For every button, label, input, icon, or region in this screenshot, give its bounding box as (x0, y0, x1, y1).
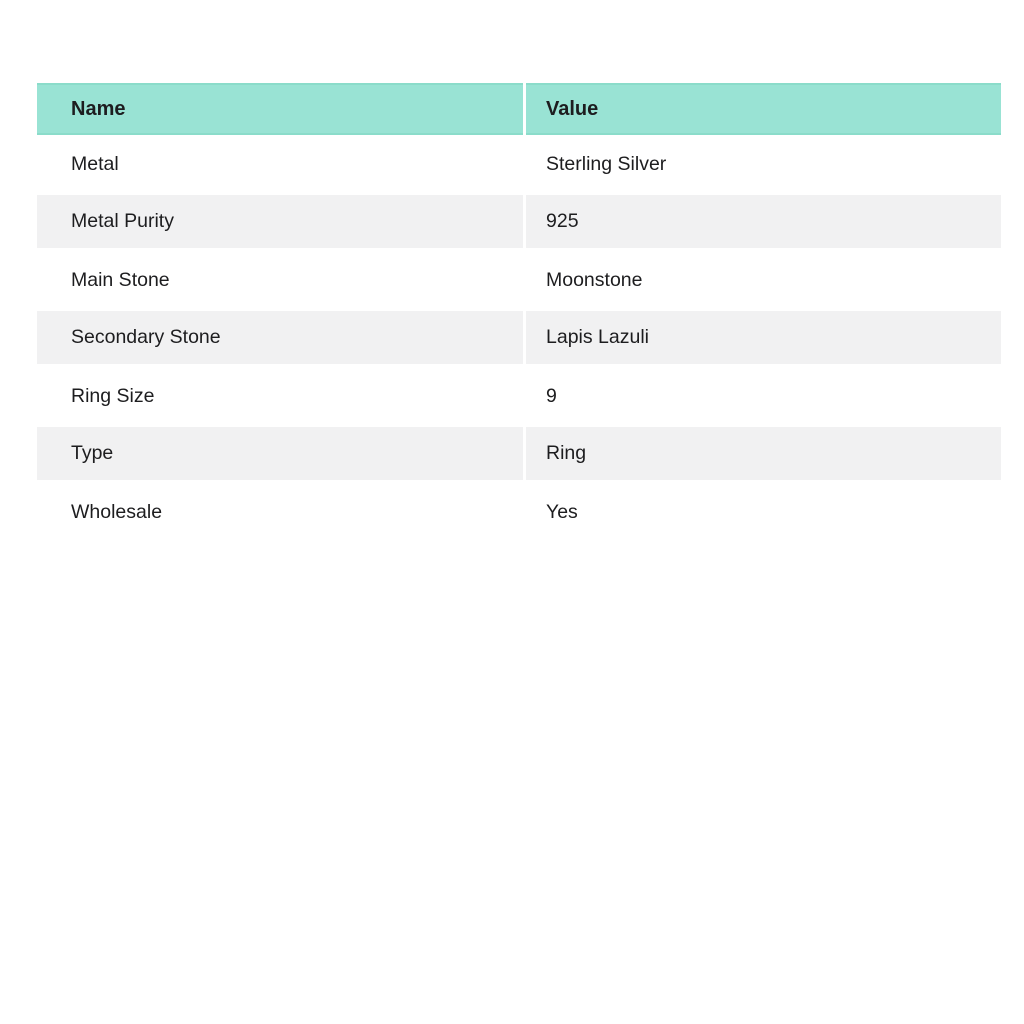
column-header-name: Name (37, 83, 523, 135)
table-header-row (37, 83, 1001, 135)
attribute-value: 9 (526, 367, 1001, 425)
attribute-name: Main Stone (37, 251, 523, 309)
attribute-name: Metal (37, 135, 523, 193)
table-row (37, 251, 1001, 309)
attribute-value: Yes (526, 483, 1001, 541)
table-row (37, 367, 1001, 425)
attribute-value: Moonstone (526, 251, 1001, 309)
attribute-value: Sterling Silver (526, 135, 1001, 193)
column-header-value: Value (526, 83, 1001, 135)
table-row (37, 309, 1001, 367)
attribute-name: Wholesale (37, 483, 523, 541)
attribute-name: Secondary Stone (37, 309, 523, 367)
product-attributes-table (37, 83, 1001, 541)
attribute-name: Type (37, 425, 523, 483)
attribute-value: Ring (526, 425, 1001, 483)
table-row (37, 483, 1001, 541)
table-row (37, 193, 1001, 251)
attribute-name: Ring Size (37, 367, 523, 425)
attribute-value: Lapis Lazuli (526, 309, 1001, 367)
table-row (37, 425, 1001, 483)
attribute-value: 925 (526, 193, 1001, 251)
attribute-name: Metal Purity (37, 193, 523, 251)
table-row (37, 135, 1001, 193)
